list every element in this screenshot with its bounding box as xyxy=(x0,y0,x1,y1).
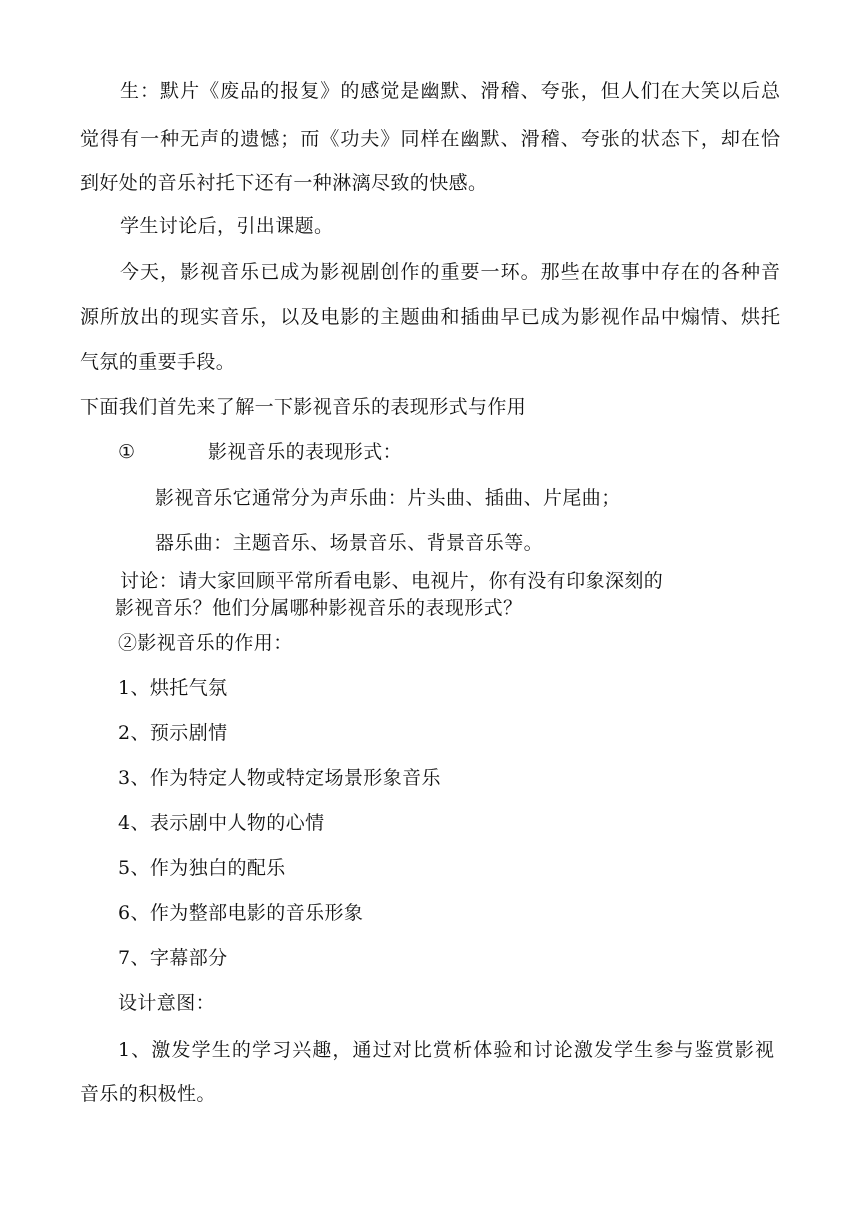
design-line-1: 1、激发学生的学习兴趣，通过对比赏析体验和讨论激发学生参与鉴赏影视 xyxy=(118,1039,774,1061)
function-item-3: 3、作为特定人物或特定场景形象音乐 xyxy=(118,767,441,789)
today-line-3: 气氛的重要手段。 xyxy=(80,351,236,373)
section1-title: 影视音乐的表现形式： xyxy=(208,441,403,463)
function-item-6: 6、作为整部电影的音乐形象 xyxy=(118,902,364,924)
section1-instrumental: 器乐曲：主题音乐、场景音乐、背景音乐等。 xyxy=(155,532,544,554)
function-item-7: 7、字幕部分 xyxy=(118,947,228,969)
section1-vocal: 影视音乐它通常分为声乐曲：片头曲、插曲、片尾曲； xyxy=(155,487,621,509)
intro-line-3: 到好处的音乐衬托下还有一种淋漓尽致的快感。 xyxy=(80,172,488,194)
today-line-1: 今天，影视音乐已成为影视剧创作的重要一环。那些在故事中存在的各种音 xyxy=(120,261,780,283)
design-heading: 设计意图： xyxy=(118,992,216,1014)
function-item-5: 5、作为独白的配乐 xyxy=(118,857,286,879)
function-item-2: 2、预示剧情 xyxy=(118,722,228,744)
function-item-1: 1、烘托气氛 xyxy=(118,677,228,699)
intro-line-1: 生：默片《废品的报复》的感觉是幽默、滑稽、夸张，但人们在大笑以后总 xyxy=(120,80,780,102)
today-line-2: 源所放出的现实音乐，以及电影的主题曲和插曲早已成为影视作品中煽情、烘托 xyxy=(80,306,780,328)
function-item-4: 4、表示剧中人物的心情 xyxy=(118,812,325,834)
question-line-1: 讨论：请大家回顾平常所看电影、电视片，你有没有印象深刻的 xyxy=(120,570,664,592)
discussion-line: 学生讨论后，引出课题。 xyxy=(120,215,334,237)
section1-number: ① xyxy=(118,441,136,463)
lead-line: 下面我们首先来了解一下影视音乐的表现形式与作用 xyxy=(80,396,527,418)
intro-line-2: 觉得有一种无声的遗憾；而《功夫》同样在幽默、滑稽、夸张的状态下，却在恰 xyxy=(80,128,780,150)
section2-title: ②影视音乐的作用： xyxy=(118,632,293,654)
design-line-2: 音乐的积极性。 xyxy=(80,1083,216,1105)
question-line-2: 影视音乐？他们分属哪种影视音乐的表现形式？ xyxy=(115,597,523,619)
